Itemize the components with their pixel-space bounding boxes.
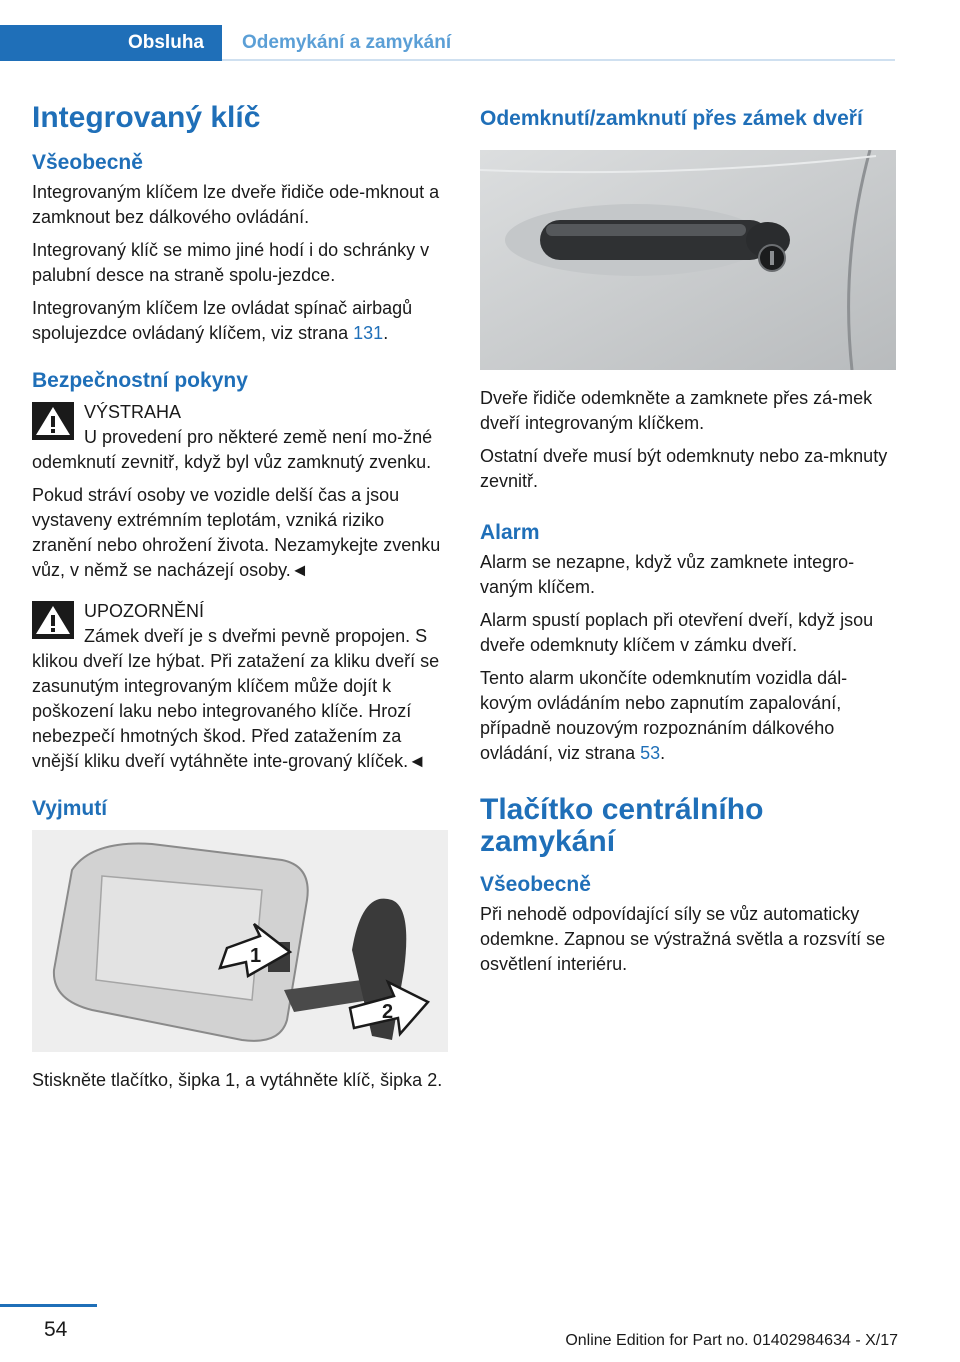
central-locking-title: Tlačítko centrálního zamykání bbox=[480, 793, 764, 858]
warning-text: U provedení pro některé země není mo-žné odemknutí zevnitř, když byl vůz zamknutý zvenku. bbox=[32, 427, 433, 472]
section-tab[interactable]: Odemykání a zamykání bbox=[242, 32, 452, 53]
warning-title: VÝSTRAHA bbox=[84, 402, 182, 422]
warning-triangle-icon bbox=[32, 402, 74, 440]
left-column bbox=[32, 100, 448, 1101]
warning-block bbox=[32, 400, 448, 475]
page-link[interactable]: 131 bbox=[353, 323, 384, 343]
paragraph: Integrovaný klíč se mimo jiné hodí i do schránky v palubní desce na straně spolu-jezdce. bbox=[32, 240, 430, 285]
paragraph: Integrovaným klíčem lze dveře řidiče ode-mknout a zamknout bez dálkového ovládání. bbox=[32, 182, 440, 227]
caution-title: UPOZORNĚNÍ bbox=[84, 601, 205, 621]
paragraph: Alarm se nezapne, když vůz zamknete integro-vaným klíčem. bbox=[480, 552, 855, 597]
arrow-label-1: 1 bbox=[250, 945, 262, 967]
warning-triangle-icon bbox=[32, 601, 74, 639]
caution-block bbox=[32, 599, 448, 774]
paragraph: Dveře řidiče odemkněte a zamknete přes zá-mek dveří integrovaným klíčkem. bbox=[480, 388, 873, 433]
alarm-heading: Alarm bbox=[480, 521, 540, 544]
paragraph: Při nehodě odpovídající síly se vůz automaticky odemkne. Zapnou se výstražná světla a rozsvítí se osvětlení interiéru. bbox=[480, 904, 886, 974]
paragraph: Pokud stráví osoby ve vozidle delší čas a jsou vystaveny extrémním teplotám, vzniká riziko zranění nebo ohrožení života. Nezamykejte zvenku vůz, v němž se nacházejí osoby.◄ bbox=[32, 485, 441, 580]
page-link[interactable]: 53 bbox=[640, 743, 661, 763]
page-header bbox=[0, 25, 895, 61]
figure-caption: Stiskněte tlačítko, šipka 1, a vytáhněte klíč, šipka 2. bbox=[32, 1070, 443, 1090]
caution-text: Zámek dveří je s dveřmi pevně propojen. S klikou dveří lze hýbat. Při zatažení za kliku dveří se zasunutým integrovaným klíčem může dojít k poškození laku nebo integrovaného klíče. Hrozí nebezpečí hmotných škod. Před zatažením za vnější kliku dveří vytáhněte inte-grovaný klíček.◄ bbox=[32, 626, 440, 771]
page-title: Integrovaný klíč bbox=[32, 101, 261, 134]
central-general-heading: Všeobecně bbox=[480, 873, 591, 896]
paragraph: Ostatní dveře musí být odemknuty nebo za-mknuty zevnitř. bbox=[480, 446, 888, 491]
removal-heading: Vyjmutí bbox=[32, 797, 108, 820]
general-heading: Všeobecně bbox=[32, 151, 143, 174]
door-lock-figure bbox=[480, 150, 896, 370]
paragraph: Alarm spustí poplach při otevření dveří, když jsou dveře odemknuty klíčem v zámku dveří. bbox=[480, 610, 874, 655]
page-number: 54 bbox=[44, 1318, 68, 1341]
paragraph: Tento alarm ukončíte odemknutím vozidla dál-kovým ovládáním nebo zapnutím zapalování, případně nouzovým rozpoznáním dálkového ovládání, viz strana 53. bbox=[480, 668, 848, 763]
arrow-label-2: 2 bbox=[382, 1001, 394, 1023]
key-removal-illustration bbox=[32, 830, 448, 1052]
safety-heading: Bezpečnostní pokyny bbox=[32, 369, 248, 392]
key-removal-figure bbox=[32, 830, 448, 1052]
door-lock-heading: Odemknutí/zamknutí přes zámek dveří bbox=[480, 107, 863, 130]
edition-text: Online Edition for Part no. 01402984634 - X/17 bbox=[565, 1332, 898, 1349]
chapter-tab[interactable]: Obsluha bbox=[0, 25, 222, 61]
paragraph: Integrovaným klíčem lze ovládat spínač airbagů spolujezdce ovládaný klíčem, viz strana 131. bbox=[32, 298, 413, 343]
door-handle-illustration bbox=[480, 150, 896, 370]
header-divider bbox=[222, 59, 895, 61]
footer-divider bbox=[0, 1304, 97, 1307]
right-column bbox=[480, 100, 896, 985]
